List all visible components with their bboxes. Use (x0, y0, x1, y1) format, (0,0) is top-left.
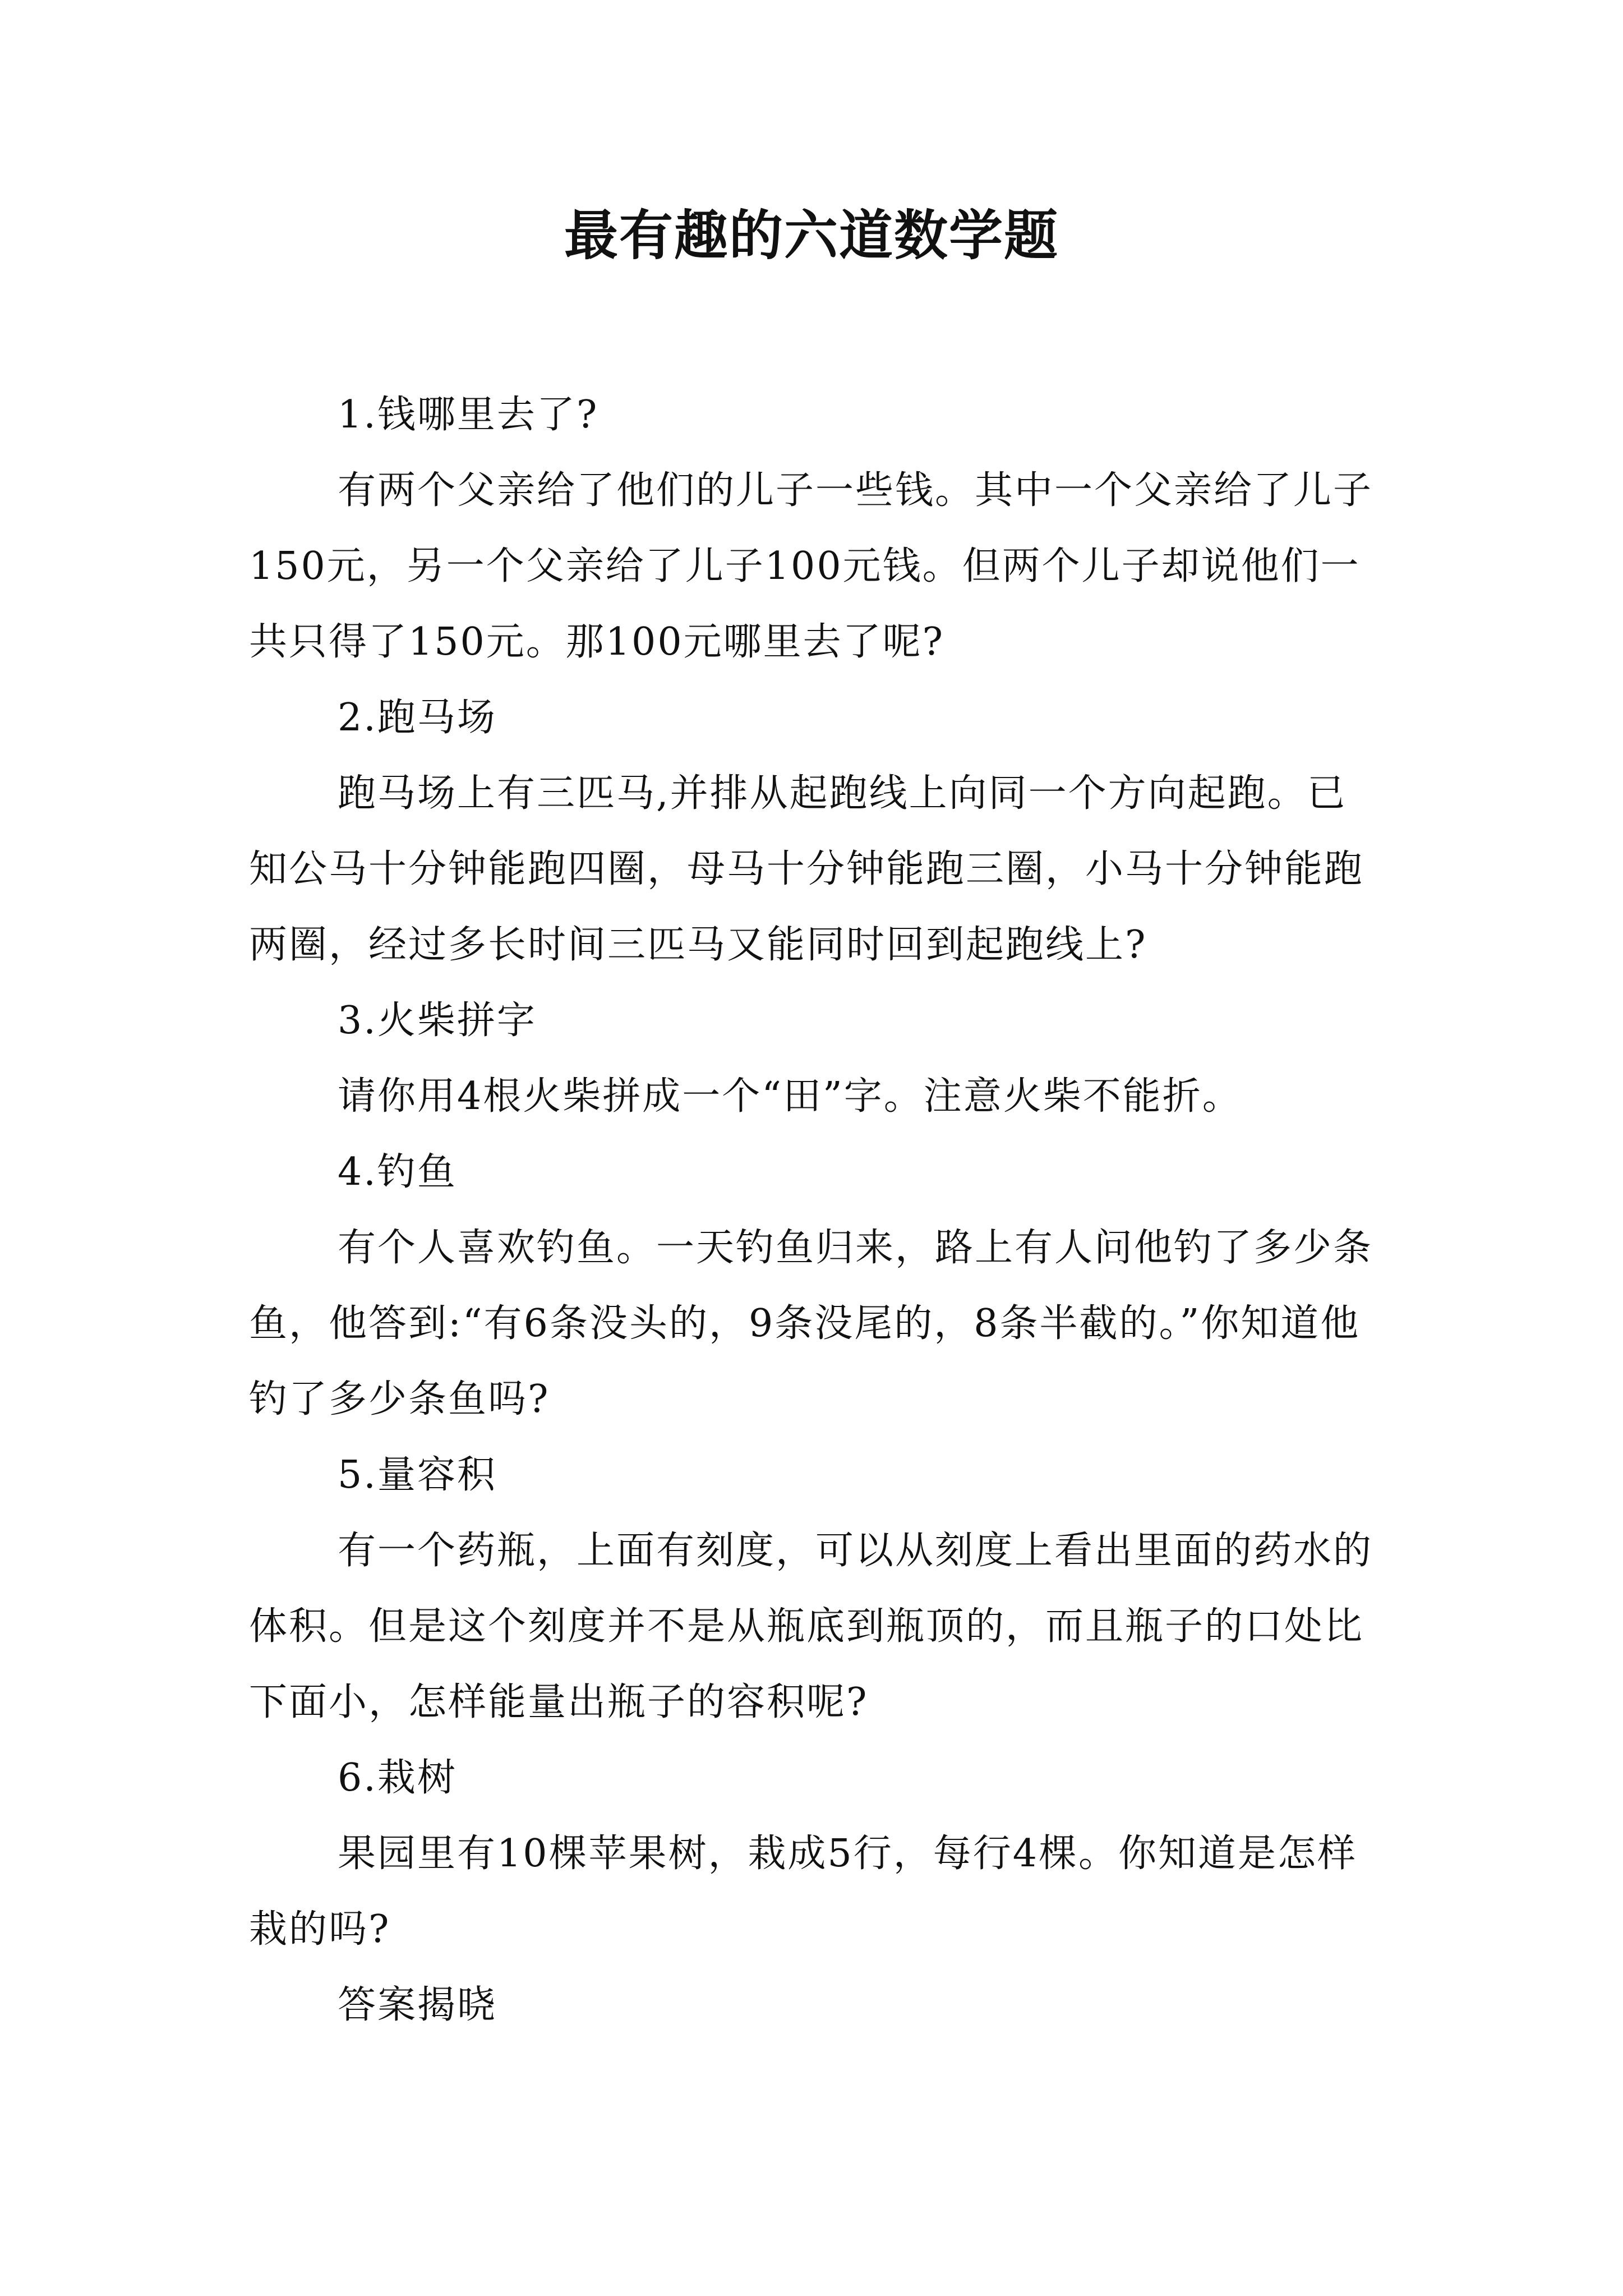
section-text-1: 有两个父亲给了他们的儿子一些钱。其中一个父亲给了儿子150元，另一个父亲给了儿子100元钱。但两个儿子却说他们一共只得了150元。那100元哪里去了呢? (249, 468, 1373, 664)
section-heading-2: 2.跑马场 (338, 696, 497, 740)
document-title: 最有趣的六道数学题 (564, 204, 1059, 267)
section-heading-6: 6.栽树 (338, 1756, 457, 1800)
document-body (249, 377, 1379, 2043)
section-text-2: 跑马场上有三匹马,并排从起跑线上向同一个方向起跑。已知公马十分钟能跑四圈，母马十分钟能跑三圈，小马十分钟能跑两圈，经过多长时间三匹马又能同时回到起跑线上? (249, 771, 1364, 967)
section-text-6: 果园里有10棵苹果树，栽成5行，每行4棵。你知道是怎样栽的吗? (249, 1832, 1358, 1952)
section-heading-4: 4.钓鱼 (338, 1150, 457, 1194)
section-heading-5: 5.量容积 (338, 1453, 497, 1497)
section-text-5: 有一个药瓶，上面有刻度，可以从刻度上看出里面的药水的体积。但是这个刻度并不是从瓶底到瓶顶的，而且瓶子的口处比下面小，怎样能量出瓶子的容积呢? (249, 1529, 1373, 1724)
section-text-3: 请你用4根火柴拼成一个“田”字。注意火柴不能折。 (338, 1074, 1242, 1119)
section-heading-3: 3.火柴拼字 (338, 999, 537, 1043)
section-text-4: 有个人喜欢钓鱼。一天钓鱼归来，路上有人问他钓了多少条鱼，他答到:“有6条没头的，9条没尾的，8条半截的。”你知道他钓了多少条鱼吗? (249, 1226, 1373, 1421)
section-heading-1: 1.钱哪里去了? (338, 393, 599, 437)
answers-heading: 答案揭晓 (338, 1983, 497, 2027)
